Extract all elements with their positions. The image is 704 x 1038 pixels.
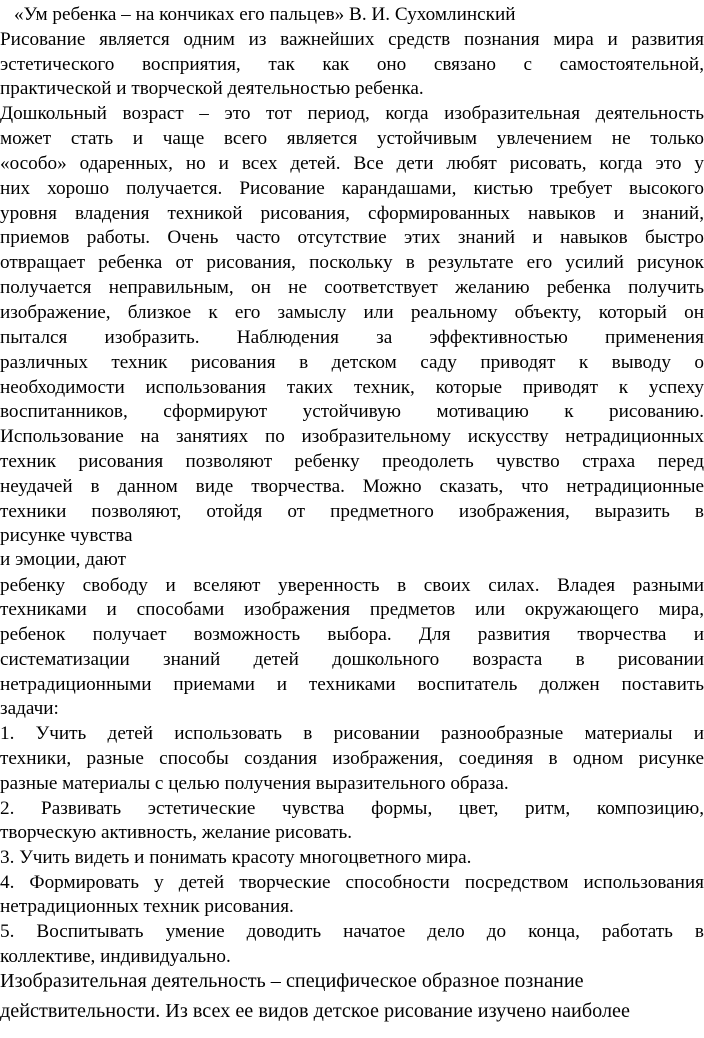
text-line: эстетического восприятия, так как оно связано с самостоятельной, (0, 54, 704, 75)
text-line: нетрадиционных техник рисования. (0, 896, 294, 917)
text-line: Дошкольный возраст – это тот период, когда изобразительная деятельность (0, 103, 704, 124)
text-line: техниками и способами изображения предметов или окружающего мира, (0, 599, 704, 620)
text-line: 5. Воспитывать умение доводить начатое дело до конца, работать в (0, 921, 704, 942)
text-line: необходимости использования таких техник, которые приводят к успеху (0, 377, 704, 398)
text-line: Рисование является одним из важнейших средств познания мира и развития (0, 29, 704, 50)
text-line: ребенку свободу и вселяют уверенность в своих силах. Владея разными (0, 575, 704, 596)
text-line: может стать и чаще всего является устойчивым увлечением не только (0, 128, 704, 149)
text-line: приемов работы. Очень часто отсутствие этих знаний и навыков быстро (0, 227, 704, 248)
text-line: практической и творческой деятельностью ребенка. (0, 78, 424, 99)
text-line: задачи: (0, 698, 59, 719)
text-line: воспитанников, сформируют устойчивую мотивацию к рисованию. (0, 401, 704, 422)
text-line: ребенок получает возможность выбора. Для развития творчества и (0, 624, 704, 645)
text-line: 1. Учить детей использовать в рисовании разнообразные материалы и (0, 723, 704, 744)
text-line: различных техник рисования в детском саду приводят к выводу о (0, 352, 704, 373)
text-line: пытался изобразить. Наблюдения за эффективностью применения (0, 327, 704, 348)
text-line: творческую активность, желание рисовать. (0, 822, 353, 843)
text-line: 2. Развивать эстетические чувства формы, цвет, ритм, композицию, (0, 798, 704, 819)
text-line: уровня владения техникой рисования, сформированных навыков и знаний, (0, 203, 704, 224)
text-line: «особо» одаренных, но и всех детей. Все дети любят рисовать, когда это у (0, 153, 704, 174)
text-line: них хорошо получается. Рисование карандашами, кистью требует высокого (0, 178, 704, 199)
text-line: техники позволяют, отойдя от предметного изображения, выразить в (0, 501, 704, 522)
text-line: неудачей в данном виде творчества. Можно сказать, что нетрадиционные (0, 476, 704, 497)
text-line: коллективе, индивидуально. (0, 946, 231, 967)
text-line: рисунке чувства (0, 525, 133, 546)
text-line: 3. Учить видеть и понимать красоту многоцветного мира. (0, 847, 472, 868)
text-line: техник рисования позволяют ребенку преодолеть чувство страха перед (0, 451, 704, 472)
text-line: отвращает ребенка от рисования, поскольку в результате его усилий рисунок (0, 252, 704, 273)
text-line: действительности. Из всех ее видов детское рисование изучено наиболее (0, 1000, 630, 1022)
epigraph: «Ум ребенка – на кончиках его пальцев» В. И. Сухомлинский (14, 4, 516, 25)
text-line: техники, разные способы создания изображения, соединяя в одном рисунке (0, 748, 704, 769)
text-line: и эмоции, дают (0, 549, 127, 570)
text-line: Изобразительная деятельность – специфическое образное познание (0, 970, 584, 992)
text-line: получается неправильным, он не соответствует желанию ребенка получить (0, 277, 704, 298)
text-line: систематизации знаний детей дошкольного возраста в рисовании (0, 649, 704, 670)
text-line: разные материалы с целью получения выразительного образа. (0, 773, 509, 794)
text-line: изображение, близкое к его замыслу или реальному объекту, который он (0, 302, 704, 323)
text-line: Использование на занятиях по изобразительному искусству нетрадиционных (0, 426, 704, 447)
text-line: нетрадиционными приемами и техниками воспитатель должен поставить (0, 674, 704, 695)
text-line: 4. Формировать у детей творческие способности посредством использования (0, 872, 704, 893)
